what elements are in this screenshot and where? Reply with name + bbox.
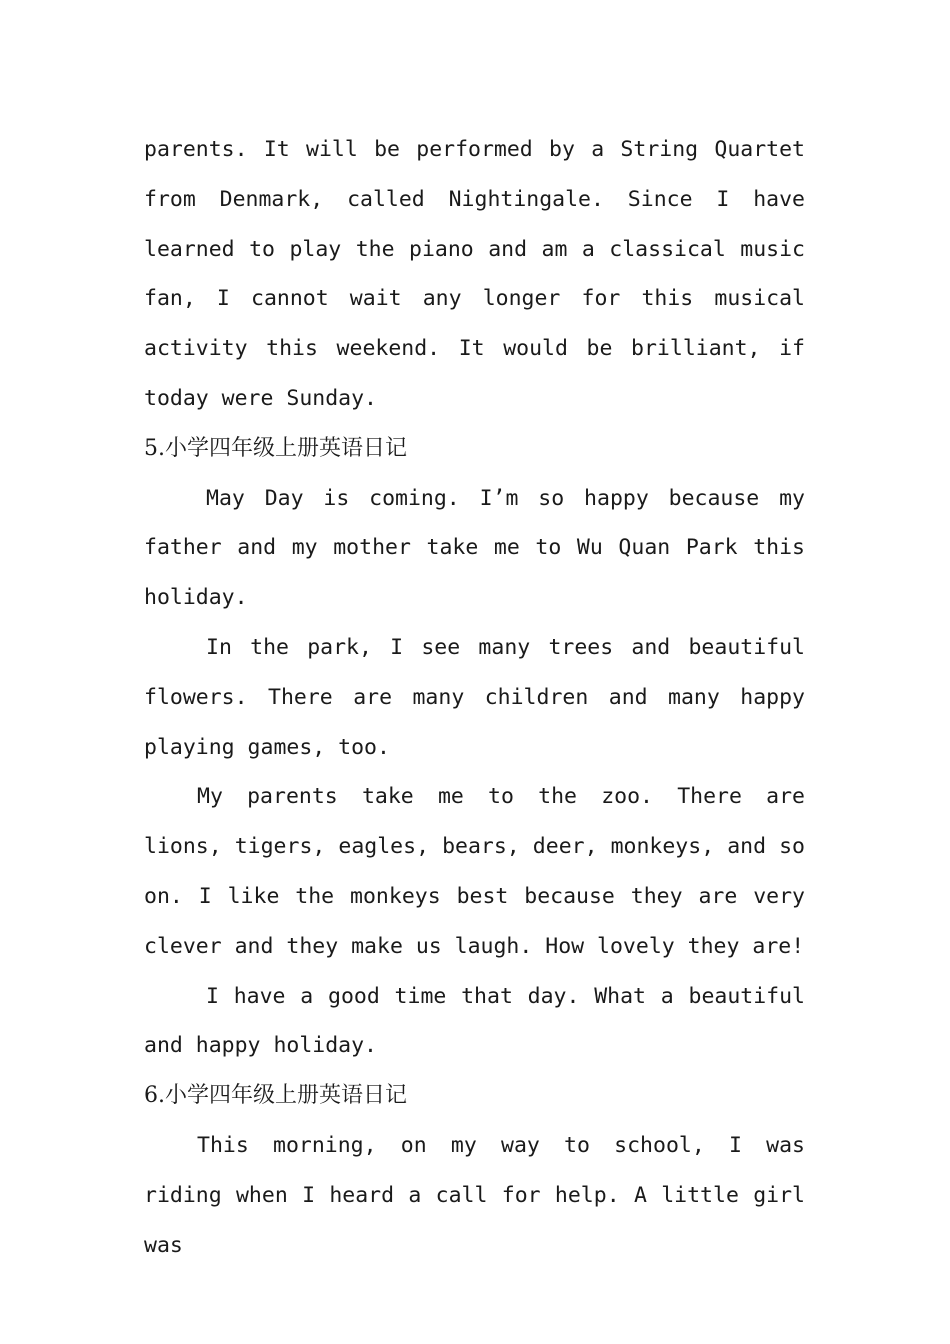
paragraph-park: In the park, I see many trees and beautiful flowers. There are many children and many happy playing games, too. <box>144 634 805 760</box>
paragraph-zoo: My parents take me to the zoo. There are lions, tigers, eagles, bears, deer, monkeys, and so on. I like the monkeys best because they are very clever and they make us laugh. How lovely they are! <box>144 784 805 959</box>
paragraph-morning: This morning, on my way to school, I was riding when I heard a call for help. A little girl was <box>144 1132 805 1258</box>
paragraph-good-time: I have a good time that day. What a beautiful and happy holiday. <box>144 983 805 1059</box>
section-heading-6: 6.小学四年级上册英语日记 <box>144 1083 407 1109</box>
section-heading-5: 5.小学四年级上册英语日记 <box>144 435 407 461</box>
paragraph-continued: parents. It will be performed by a String Quartet from Denmark, called Nightingale. Since I have learned to play the piano and am a classical music fan, I cannot wait any longer for this musical activity this weekend. It would be brilliant, if today were Sunday. <box>144 137 805 411</box>
document-body <box>144 125 805 1270</box>
paragraph-may-day: May Day is coming. I’m so happy because my father and my mother take me to Wu Quan Park this holiday. <box>144 485 805 611</box>
